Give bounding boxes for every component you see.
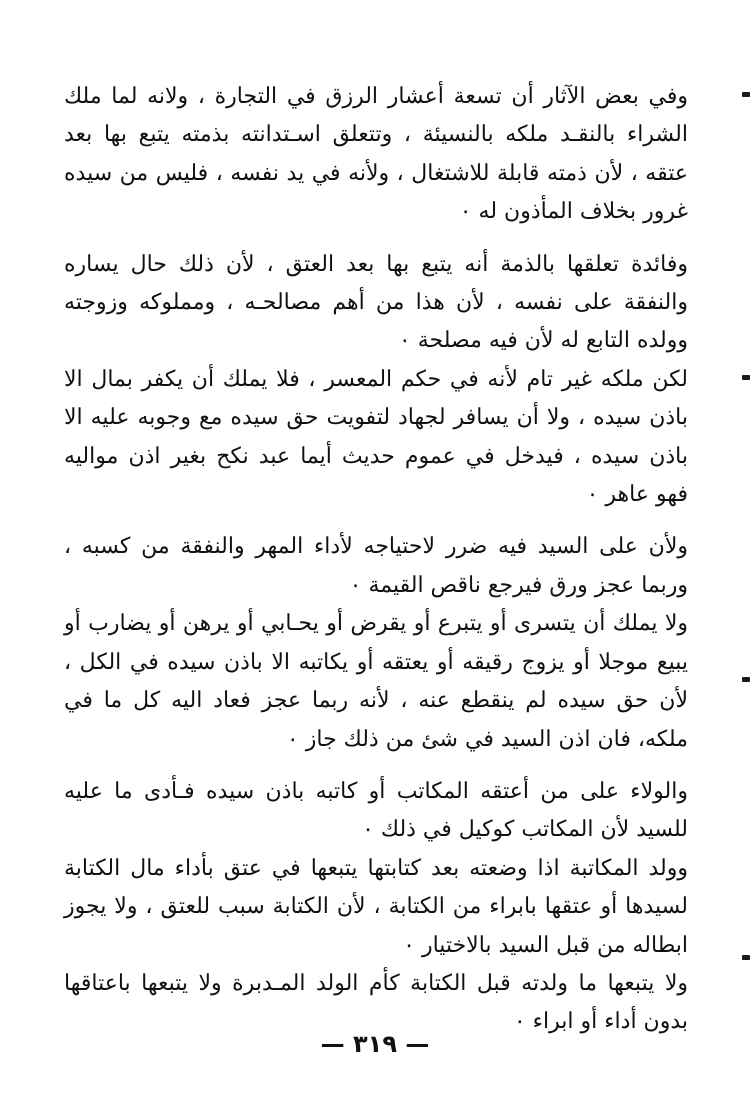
page-edge-mark (742, 92, 750, 97)
paragraph: لكن ملكه غير تام لأنه في حكم المعسر ، فلا يملك أن يكفر بمال الا باذن سيده ، ولا أن يسافر لجهاد لتفويت حق سيده مع وجوبه عليه الا باذن سيده ، فيدخل في عموم حديث أيما عبد نكح بغير اذن مواليه فهو عاهر ٠ (64, 366, 688, 508)
paragraph: وولد المكاتبة اذا وضعته بعد كتابتها يتبعها في عتق بأداء مال الكتابة لسيدها أو عتقها بابراء من الكتابة ، لأن الكتابة سبب للعتق ، ولا يجوز ابطاله من قبل السيد بالاختيار ٠ (64, 855, 688, 958)
page-edge-mark (742, 955, 750, 960)
paragraph: ولأن على السيد فيه ضرر لاحتياجه لأداء المهر والنفقة من كسبه ، وربما عجز ورق فيرجع ناقص القيمة ٠ (64, 534, 688, 598)
paragraph: وفائدة تعلقها بالذمة أنه يتبع بها بعد العتق ، لأن ذلك حال يساره والنفقة على نفسه ، لأن هذا من أهم مصالحـه ، ومملوكه وزوجته وولده التابع له لأن فيه مصلحة ٠ (64, 251, 688, 354)
page-number: — ٣١٩ — (320, 1030, 430, 1058)
paragraph: وفي بعض الآثار أن تسعة أعشار الرزق في التجارة ، ولانه لما ملك الشراء بالنقـد ملكه بالنسيئة ، وتتعلق اسـتدانته بذمته يتبع بها بعد عتقه ، لأن ذمته قابلة للاشتغال ، ولأنه في يد نفسه ، فليس من سيده غرور بخلاف المأذون له ٠ (64, 84, 688, 225)
paragraph: والولاء على من أعتقه المكاتب أو كاتبه باذن سيده فـأدى ما عليه للسيد لأن المكاتب كوكيل في ذلك ٠ (64, 778, 688, 843)
page-edge-mark (742, 677, 750, 682)
body-text (64, 78, 688, 1042)
paragraph: ولا يتبعها ما ولدته قبل الكتابة كأم الولد المـدبرة ولا يتبعها باعتاقها بدون أداء أو ابراء ٠ (64, 970, 688, 1035)
page-edge-mark (742, 375, 750, 380)
paragraph: ولا يملك أن يتسرى أو يتبرع أو يقرض أو يحـابي أو يرهن أو يضارب أو يبيع موجلا أو يزوج رقيقه أو يعتقه أو يكاتبه الا باذن سيده في الكل ، لأن حق سيده لم ينقطع عنه ، لأنه ربما عجز فعاد اليه كل ما في ملكه، فان اذن السيد في شئ من ذلك جاز ٠ (64, 611, 688, 752)
